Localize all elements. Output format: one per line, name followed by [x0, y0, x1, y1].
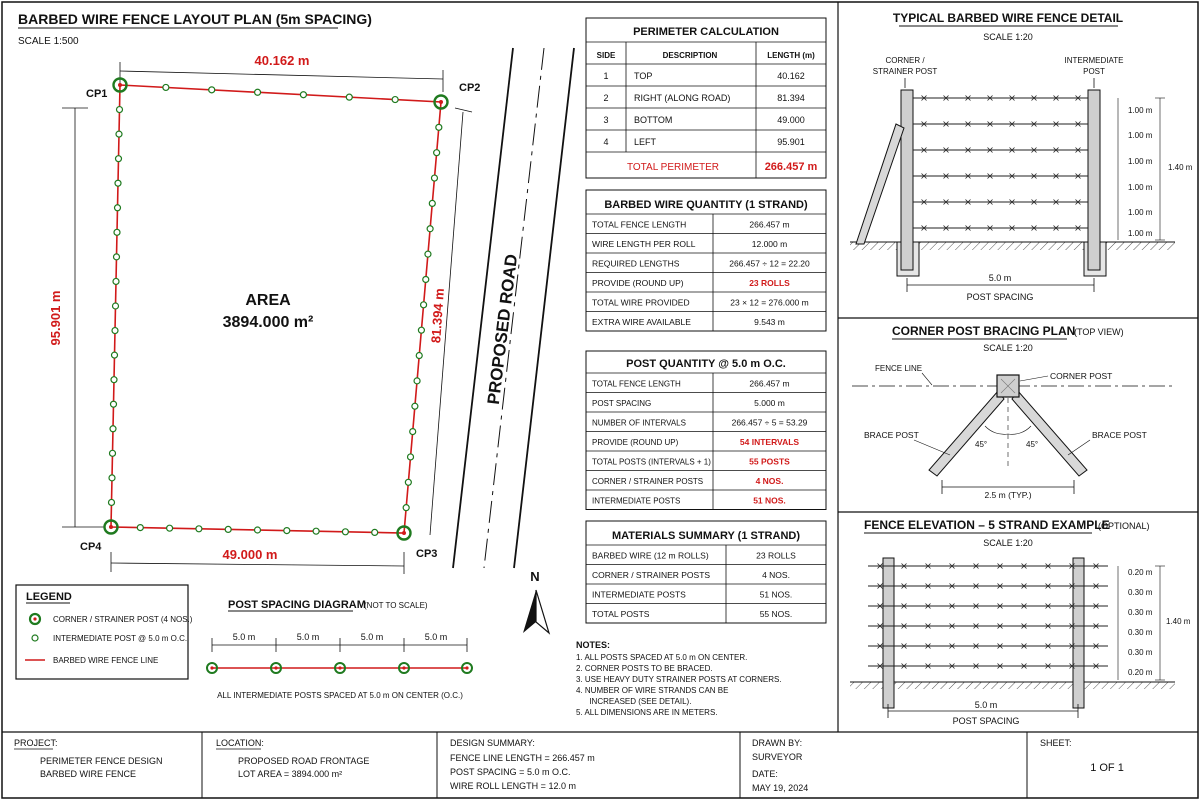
intermediate-post: [113, 303, 119, 309]
perimeter-side: 2: [603, 93, 609, 103]
d1-gap: 1.00 m: [1128, 157, 1153, 166]
detail1-wires: [913, 96, 1088, 231]
detail-corner-bracing: [852, 324, 1172, 500]
intermediate-post: [113, 278, 119, 284]
intermediate-post: [117, 107, 123, 113]
intermediate-post: [434, 150, 440, 156]
intermediate-post: [115, 205, 121, 211]
cp4-label: CP4: [80, 541, 102, 553]
intermediate-post: [412, 403, 418, 409]
spacing-label-1: 5.0 m: [232, 632, 256, 642]
intermediate-post: [284, 528, 290, 534]
perimeter-header: DESCRIPTION: [662, 51, 718, 60]
notes: [576, 640, 782, 717]
cp2-label: CP2: [459, 82, 481, 94]
note-line: INCREASED (SEE DETAIL).: [576, 697, 692, 706]
bottom-dimension-line: [111, 563, 404, 566]
barbed-wire-strand: [913, 148, 1088, 153]
project-line-2: BARBED WIRE FENCE: [40, 769, 137, 779]
intermediate-post: [225, 526, 231, 532]
perimeter-length: 49.000: [777, 115, 805, 125]
dim-tick: [455, 108, 472, 112]
detail1-title: TYPICAL BARBED WIRE FENCE DETAIL: [892, 11, 1124, 25]
row-value: 266.457 m: [749, 219, 790, 230]
row-label: BARBED WIRE (12 m ROLLS): [592, 550, 709, 561]
intermediate-post: [116, 131, 122, 137]
d3-total-height: 1.40 m: [1166, 617, 1191, 626]
intermediate-post: [110, 426, 116, 432]
row-label: PROVIDE (ROUND UP): [592, 437, 679, 447]
detail2-brace-left-label: BRACE POST: [864, 430, 919, 440]
right-length-label: 81.394 m: [428, 287, 447, 344]
row-label: INTERMEDIATE POSTS: [592, 589, 686, 600]
detail1-corner-label-2: STRAINER POST: [872, 67, 938, 76]
row-value: 55 NOS.: [759, 608, 793, 619]
intermediate-post: [313, 528, 319, 534]
d3-gap: 0.20 m: [1128, 668, 1153, 677]
sheet-heading: SHEET:: [1040, 738, 1072, 748]
barbed-wire-strand: [868, 624, 1108, 629]
post-qty-table: [586, 351, 826, 510]
legend: [16, 585, 193, 679]
road-label: PROPOSED ROAD: [483, 253, 522, 406]
d1-total-height: 1.40 m: [1168, 163, 1193, 172]
legend-intermediate-text: INTERMEDIATE POST @ 5.0 m O.C.: [53, 634, 188, 643]
spacing-label-3: 5.0 m: [360, 632, 384, 642]
intermediate-post: [425, 251, 431, 257]
spacing-note: ALL INTERMEDIATE POSTS SPACED AT 5.0 m ON CENTER (O.C.): [217, 691, 463, 700]
project-heading: PROJECT:: [14, 738, 58, 748]
barbed-wire-strand: [868, 604, 1108, 609]
row-label: TOTAL POSTS (INTERVALS + 1): [592, 457, 711, 467]
d3-spacing: 5.0 m: [974, 700, 998, 710]
intermediate-post: [418, 327, 424, 333]
row-value: 266.457 m: [749, 378, 790, 389]
intermediate-post: [111, 401, 117, 407]
perimeter-title: PERIMETER CALCULATION: [633, 26, 779, 38]
intermediate-post: [431, 175, 437, 181]
detail2-brace-right: [1012, 391, 1087, 476]
spacing-diagram-subtitle: (NOT TO SCALE): [364, 601, 428, 610]
intermediate-post: [255, 89, 261, 95]
barbed-wire-strand: [913, 200, 1088, 205]
project-line-1: PERIMETER FENCE DESIGN: [40, 756, 163, 766]
perimeter-length: 40.162: [777, 71, 805, 81]
note-line: 3. USE HEAVY DUTY STRAINER POSTS AT CORNERS.: [576, 675, 782, 684]
spacing-label-2: 5.0 m: [296, 632, 320, 642]
row-label: WIRE LENGTH PER ROLL: [592, 238, 696, 249]
detail1-intermediate-label-2: POST: [1083, 67, 1105, 76]
detail3-subtitle: (OPTIONAL): [1098, 521, 1150, 531]
barbed-wire-strand: [913, 96, 1088, 101]
d3-gap: 0.20 m: [1128, 568, 1153, 577]
d1-gap: 1.00 m: [1128, 229, 1153, 238]
row-value: 12.000 m: [751, 238, 788, 249]
barbed-wire-strand: [868, 664, 1108, 669]
detail1-corner-label: CORNER /: [885, 56, 925, 65]
legend-intermediate-icon: [32, 635, 38, 641]
perimeter-side: 3: [603, 115, 609, 125]
intermediate-post: [111, 377, 117, 383]
note-line: 4. NUMBER OF WIRE STRANDS CAN BE: [576, 686, 729, 695]
intermediate-posts: [109, 84, 442, 535]
area-value: 3894.000 m²: [222, 314, 314, 331]
cp1-label: CP1: [86, 88, 108, 100]
barbed-wire-strand: [913, 226, 1088, 231]
legend-line-text: BARBED WIRE FENCE LINE: [53, 656, 159, 665]
row-label: TOTAL FENCE LENGTH: [592, 379, 681, 389]
area-label: AREA: [245, 292, 291, 309]
drawn-by-heading: DRAWN BY:: [752, 738, 803, 748]
row-value: 4 NOS.: [762, 569, 790, 580]
d3-gap: 0.30 m: [1128, 628, 1153, 637]
barbed-wire-strand: [913, 174, 1088, 179]
row-label: NUMBER OF INTERVALS: [592, 418, 686, 428]
row-label: PROVIDE (ROUND UP): [592, 277, 684, 288]
detail2-corner-post-label: CORNER POST: [1050, 371, 1113, 381]
location-line-2: LOT AREA = 3894.000 m²: [238, 769, 343, 779]
intermediate-post: [163, 84, 169, 90]
detail2-typ-dim: 2.5 m (TYP.): [984, 490, 1032, 500]
perimeter-total-value: 266.457 m: [764, 161, 818, 173]
quantity-tables: [586, 18, 826, 623]
detail2-fence-line-label: FENCE LINE: [875, 364, 923, 373]
detail1-intermediate-label: INTERMEDIATE: [1064, 56, 1124, 65]
row-value: 4 NOS.: [755, 475, 784, 486]
intermediate-post: [209, 87, 215, 93]
detail-fence-elevation: [850, 518, 1191, 726]
left-length-label: 95.901 m: [48, 290, 63, 346]
intermediate-post: [427, 226, 433, 232]
perimeter-side: 1: [603, 71, 609, 81]
cp3-label: CP3: [416, 548, 438, 560]
date-heading: DATE:: [752, 769, 778, 779]
d3-gap: 0.30 m: [1128, 588, 1153, 597]
spacing-diagram-title: POST SPACING DIAGRAM: [228, 599, 366, 611]
row-label: POST SPACING: [592, 398, 652, 408]
legend-corner-text: CORNER / STRAINER POST (4 NOS.): [53, 615, 193, 624]
location-line-1: PROPOSED ROAD FRONTAGE: [238, 756, 370, 766]
row-value: 51 NOS.: [753, 495, 786, 506]
post-qty-title: POST QUANTITY @ 5.0 m O.C.: [626, 358, 786, 370]
intermediate-post: [346, 94, 352, 100]
row-value: 266.457 ÷ 5 = 53.29: [731, 417, 808, 428]
intermediate-post: [167, 525, 173, 531]
perimeter-length: 95.901: [777, 137, 805, 147]
perimeter-length: 81.394: [777, 93, 805, 103]
row-label: CORNER / STRAINER POSTS: [592, 476, 704, 486]
intermediate-post: [392, 97, 398, 103]
north-label: N: [530, 569, 540, 584]
barbed-wire-strand: [868, 644, 1108, 649]
spacing-label-4: 5.0 m: [424, 632, 448, 642]
road-edge-east: [514, 48, 574, 568]
detail1-brace: [856, 124, 904, 244]
intermediate-post: [115, 180, 121, 186]
location-heading: LOCATION:: [216, 738, 264, 748]
bottom-length-label: 49.000 m: [222, 547, 278, 562]
d3-gap: 0.30 m: [1128, 608, 1153, 617]
detail1-scale: SCALE 1:20: [983, 32, 1033, 42]
d1-spacing-label: POST SPACING: [966, 292, 1034, 302]
intermediate-post: [436, 124, 442, 130]
intermediate-post: [416, 353, 422, 359]
perimeter-description: LEFT: [634, 137, 657, 147]
north-arrow-icon: [523, 590, 549, 633]
title-block: [14, 732, 1124, 798]
materials-title: MATERIALS SUMMARY (1 STRAND): [611, 530, 801, 542]
intermediate-post: [116, 156, 122, 162]
detail2-angle-right: 45°: [1026, 440, 1039, 449]
d1-gap: 1.00 m: [1128, 208, 1153, 217]
d1-gap: 1.00 m: [1128, 106, 1153, 115]
row-value: 55 POSTS: [749, 456, 790, 467]
perimeter-description: BOTTOM: [634, 115, 673, 125]
intermediate-post: [405, 479, 411, 485]
notes-title: NOTES:: [576, 640, 611, 650]
detail2-brace-left: [929, 391, 1004, 476]
detail2-angle-left: 45°: [975, 440, 988, 449]
detail1-corner-post: [901, 90, 913, 270]
intermediate-post: [109, 475, 115, 481]
intermediate-post: [114, 229, 120, 235]
perimeter-header: LENGTH (m): [767, 51, 815, 60]
detail2-title: CORNER POST BRACING PLAN: [892, 324, 1076, 338]
d1-gap: 1.00 m: [1128, 183, 1153, 192]
row-value: 23 × 12 = 276.000 m: [730, 297, 809, 308]
intermediate-post: [410, 429, 416, 435]
intermediate-post: [112, 352, 118, 358]
top-dimension-line: [120, 71, 443, 79]
detail2-scale: SCALE 1:20: [983, 343, 1033, 353]
site-plan: [48, 48, 574, 633]
intermediate-post: [300, 92, 306, 98]
note-line: 1. ALL POSTS SPACED AT 5.0 m ON CENTER.: [576, 653, 748, 662]
intermediate-post: [372, 529, 378, 535]
row-label: TOTAL POSTS: [592, 608, 650, 619]
perimeter-side: 4: [603, 137, 609, 147]
row-label: TOTAL FENCE LENGTH: [592, 219, 687, 230]
design-line-2: POST SPACING = 5.0 m O.C.: [450, 767, 571, 777]
row-value: 54 INTERVALS: [739, 436, 800, 447]
note-line: 2. CORNER POSTS TO BE BRACED.: [576, 664, 713, 673]
intermediate-post: [137, 525, 143, 531]
intermediate-post: [255, 527, 261, 533]
date-value: MAY 19, 2024: [752, 783, 809, 793]
detail3-post-right: [1073, 558, 1084, 708]
row-label: INTERMEDIATE POSTS: [592, 496, 681, 506]
row-label: CORNER / STRAINER POSTS: [592, 569, 711, 580]
detail2-subtitle: (TOP VIEW): [1074, 327, 1124, 337]
perimeter-table: [586, 18, 826, 178]
detail-typical-fence: [850, 11, 1193, 302]
detail3-ground: [850, 682, 1175, 689]
perimeter-header: SIDE: [596, 51, 616, 60]
intermediate-post: [429, 200, 435, 206]
intermediate-post: [109, 499, 115, 505]
perimeter-description: RIGHT (ALONG ROAD): [634, 93, 731, 103]
intermediate-post: [421, 302, 427, 308]
intermediate-post: [342, 529, 348, 535]
detail1-intermediate-post: [1088, 90, 1100, 270]
top-length-label: 40.162 m: [254, 53, 310, 68]
perimeter-description: TOP: [634, 71, 653, 81]
post-spacing-diagram: [207, 599, 472, 700]
intermediate-post: [403, 505, 409, 511]
intermediate-post: [196, 526, 202, 532]
detail3-scale: SCALE 1:20: [983, 538, 1033, 548]
intermediate-post: [414, 378, 420, 384]
fence-line: [111, 85, 441, 533]
row-value: 9.543 m: [754, 316, 785, 327]
note-line: 5. ALL DIMENSIONS ARE IN METERS.: [576, 708, 718, 717]
intermediate-post: [408, 454, 414, 460]
row-value: 266.457 ÷ 12 = 22.20: [729, 258, 810, 269]
materials-table: [586, 521, 826, 623]
drawing-title: BARBED WIRE FENCE LAYOUT PLAN (5m SPACING): [18, 11, 372, 27]
barbed-wire-strand: [868, 584, 1108, 589]
intermediate-post: [423, 276, 429, 282]
row-label: REQUIRED LENGTHS: [592, 258, 680, 269]
drawn-by-value: SURVEYOR: [752, 752, 803, 762]
drawing-scale: SCALE 1:500: [18, 36, 79, 47]
barbed-wire-strand: [913, 122, 1088, 127]
detail3-wires: [868, 564, 1108, 669]
legend-title: LEGEND: [26, 591, 72, 603]
detail3-post-left: [883, 558, 894, 708]
design-line-3: WIRE ROLL LENGTH = 12.0 m: [450, 781, 576, 791]
d3-spacing-label: POST SPACING: [952, 716, 1020, 726]
detail2-brace-right-label: BRACE POST: [1092, 430, 1147, 440]
design-heading: DESIGN SUMMARY:: [450, 738, 535, 748]
intermediate-post: [112, 328, 118, 334]
barbed-wire-strand: [868, 564, 1108, 569]
d1-spacing: 5.0 m: [988, 273, 1012, 283]
design-line-1: FENCE LINE LENGTH = 266.457 m: [450, 753, 595, 763]
intermediate-post: [110, 450, 116, 456]
d3-gap: 0.30 m: [1128, 648, 1153, 657]
wire-qty-table: [586, 190, 826, 331]
row-value: 23 ROLLS: [749, 277, 790, 288]
row-value: 51 NOS.: [759, 589, 793, 600]
row-value: 5.000 m: [754, 397, 785, 408]
d1-gap: 1.00 m: [1128, 131, 1153, 140]
wire-qty-title: BARBED WIRE QUANTITY (1 STRAND): [604, 199, 808, 211]
perimeter-total-label: TOTAL PERIMETER: [626, 162, 720, 173]
detail3-title: FENCE ELEVATION – 5 STRAND EXAMPLE: [864, 518, 1110, 532]
sheet-value: 1 OF 1: [1090, 762, 1124, 774]
intermediate-post: [114, 254, 120, 260]
row-label: EXTRA WIRE AVAILABLE: [592, 316, 691, 327]
row-value: 23 ROLLS: [756, 550, 796, 561]
row-label: TOTAL WIRE PROVIDED: [592, 297, 690, 308]
